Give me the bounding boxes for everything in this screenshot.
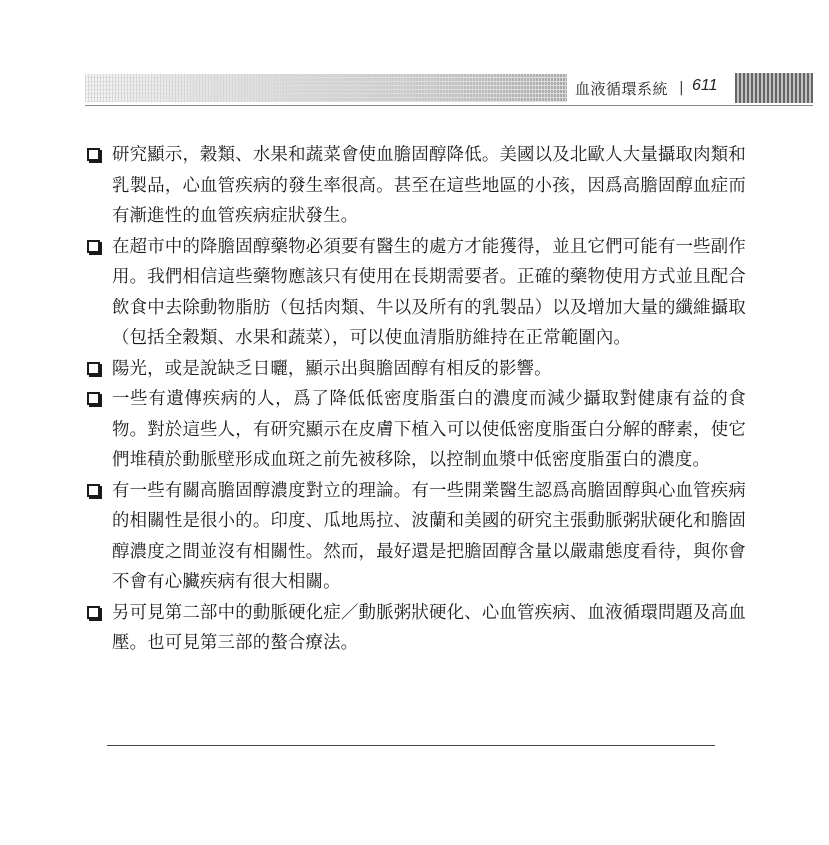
running-header [0,72,829,106]
header-separator: | [679,80,684,96]
checkbox-bullet-icon [87,240,100,253]
checkbox-bullet-icon [87,606,100,619]
header-rule [85,105,813,106]
bullet-list [86,140,746,659]
list-item-text: 有一些有關高膽固醇濃度對立的理論。有一些開業醫生認爲高膽固醇與心血管疾病的相關性是很小的。印度、瓜地馬拉、波蘭和美國的研究主張動脈粥狀硬化和膽固醇濃度之間並沒有相關性。然而，最好還是把膽固醇含量以嚴肅態度看待，與你會不會有心臟疾病有很大相關。 [112,480,746,592]
footer-rule [107,745,715,746]
header-decorative-band [85,74,567,102]
list-item-text: 在超市中的降膽固醇藥物必須要有醫生的處方才能獲得，並且它們可能有一些副作用。我們相信這些藥物應該只有使用在長期需要者。正確的藥物使用方式並且配合飲食中去除動物脂肪（包括肉類、牛以及所有的乳製品）以及增加大量的纖維攝取（包括全穀類、水果和蔬菜），可以使血清脂肪維持在正常範圍內。 [112,236,746,348]
list-item [86,598,746,659]
header-tab-marker [735,73,813,103]
checkbox-bullet-icon [87,148,100,161]
list-item [86,476,746,598]
checkbox-bullet-icon [87,392,100,405]
list-item-text: 研究顯示，穀類、水果和蔬菜會使血膽固醇降低。美國以及北歐人大量攝取肉類和乳製品，心血管疾病的發生率很高。甚至在這些地區的小孩，因爲高膽固醇血症而有漸進性的血管疾病症狀發生。 [112,145,746,226]
list-item-text: 陽光，或是說缺乏日曬，顯示出與膽固醇有相反的影響。 [112,358,552,379]
list-item-text: 另可見第二部中的動脈硬化症／動脈粥狀硬化、心血管疾病、血液循環問題及高血壓。也可見第三部的螯合療法。 [112,602,746,653]
list-item [86,232,746,354]
page-number: 611 [692,77,718,94]
section-title: 血液循環系統 [575,80,669,98]
list-item [86,140,746,232]
list-item [86,384,746,476]
checkbox-bullet-icon [87,484,100,497]
checkbox-bullet-icon [87,362,100,375]
list-item-text: 一些有遺傳疾病的人，爲了降低低密度脂蛋白的濃度而減少攝取對健康有益的食物。對於這些人，有研究顯示在皮膚下植入可以使低密度脂蛋白分解的酵素，使它們堆積於動脈壁形成血斑之前先被移除，以控制血漿中低密度脂蛋白的濃度。 [112,389,746,470]
list-item [86,354,746,385]
